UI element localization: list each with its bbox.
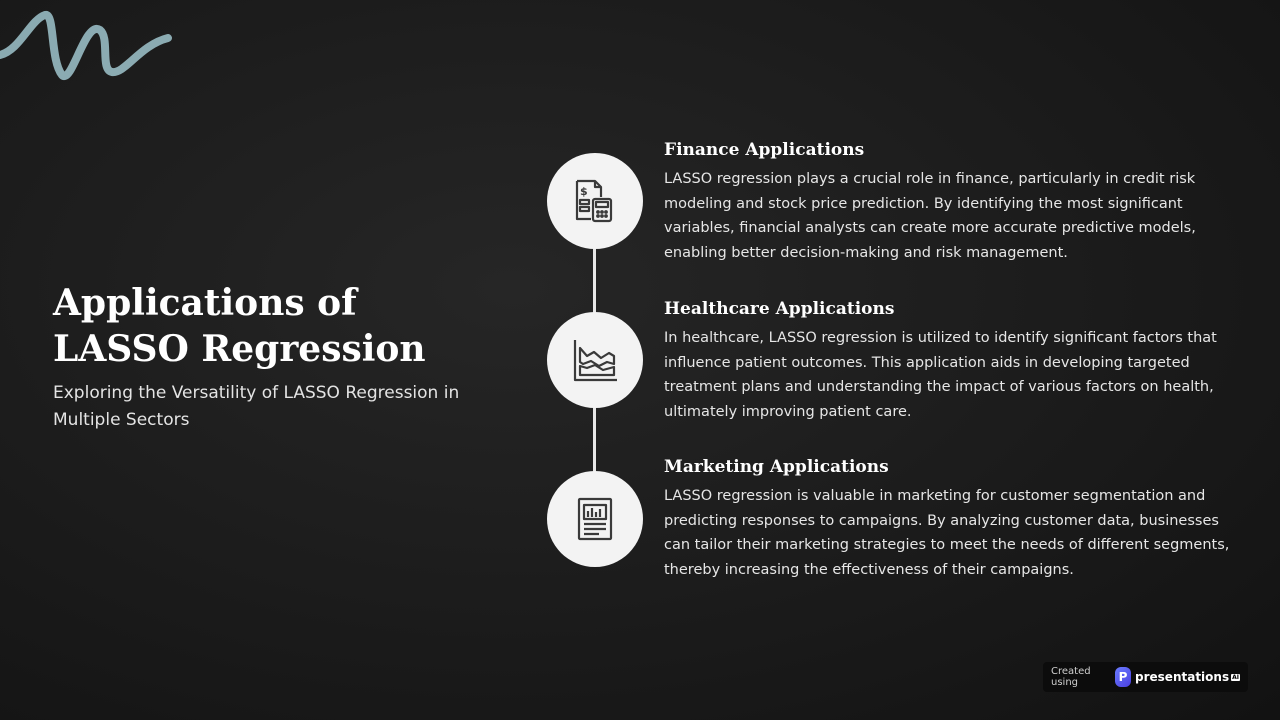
healthcare-heading: Healthcare Applications <box>664 299 895 319</box>
finance-body: LASSO regression plays a crucial role in finance, particularly in credit risk modeling and stock price prediction. By identifying the most significant variables, financial analysts can create more accurate predictive models, enabling better decision-making and risk management. <box>664 171 1196 261</box>
marketing-section <box>664 456 1234 582</box>
marketing-heading: Marketing Applications <box>664 457 889 477</box>
created-using-label: Created using <box>1051 666 1091 688</box>
slide-subtitle: Exploring the Versatility of LASSO Regression in Multiple Sectors <box>53 383 460 430</box>
brand-suffix: AI <box>1232 673 1239 681</box>
svg-text:$: $ <box>580 185 588 198</box>
marketing-icon-circle <box>547 471 643 567</box>
presentations-logo-icon: P <box>1115 667 1131 687</box>
healthcare-body: In healthcare, LASSO regression is utilized to identify significant factors that influence patient outcomes. This application aids in developing targeted treatment plans and understanding the impact of various factors on health, ultimately improving patient care. <box>664 330 1217 420</box>
brand-name: presentations <box>1135 670 1230 684</box>
finance-icon-circle <box>547 153 643 249</box>
finance-calculator-icon <box>569 175 621 227</box>
report-document-icon <box>569 493 621 545</box>
created-using-badge[interactable] <box>1043 662 1248 692</box>
healthcare-icon-circle <box>547 312 643 408</box>
finance-section <box>664 139 1234 265</box>
area-chart-icon <box>569 334 621 386</box>
healthcare-section <box>664 298 1234 424</box>
marketing-body: LASSO regression is valuable in marketing for customer segmentation and predicting responses to campaigns. By analyzing customer data, businesses can tailor their marketing strategies to meet the needs of different segments, thereby increasing the effectiveness of their campaigns. <box>664 488 1230 578</box>
finance-heading: Finance Applications <box>664 140 865 160</box>
decorative-scribble <box>0 0 180 90</box>
slide-title: Applications of LASSO Regression <box>53 282 426 370</box>
